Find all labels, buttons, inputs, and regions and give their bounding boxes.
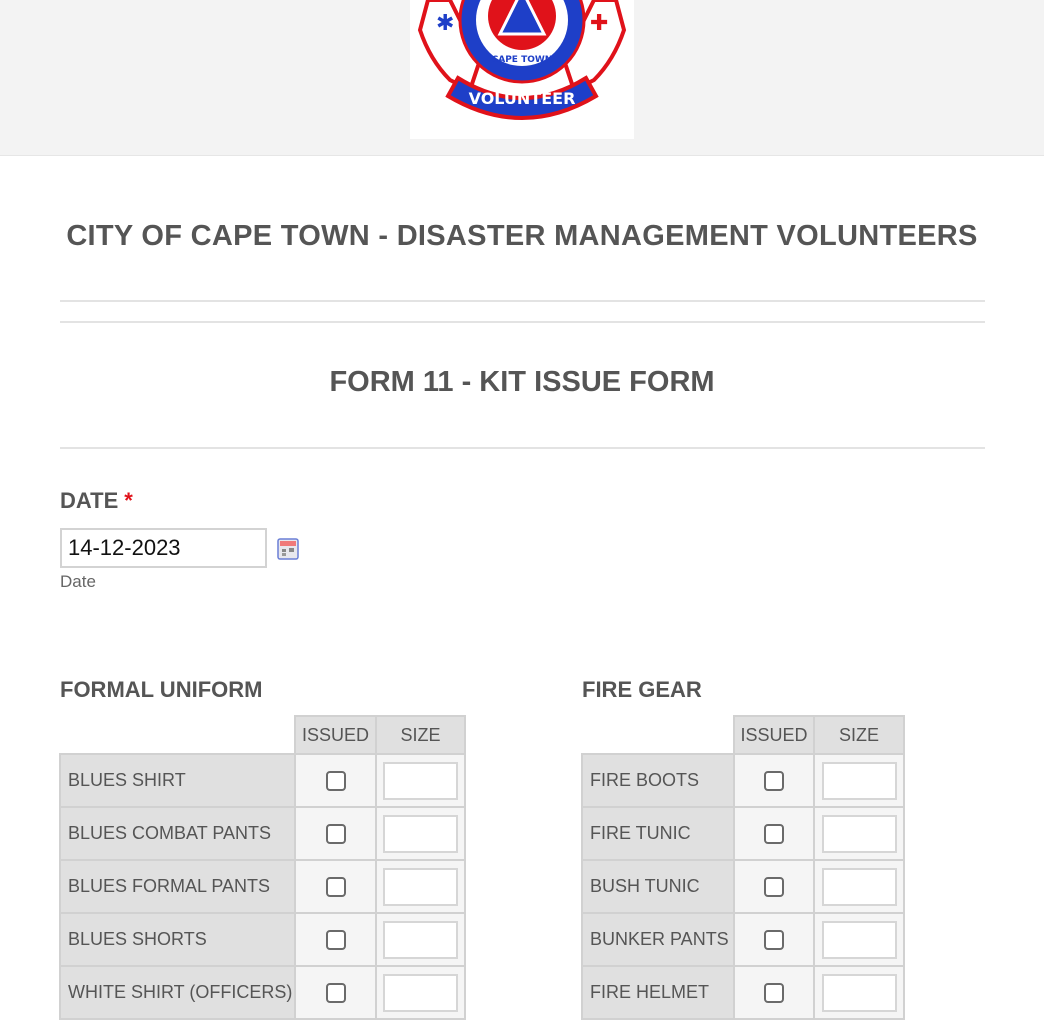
issued-checkbox[interactable] xyxy=(764,930,784,950)
row-label: BUSH TUNIC xyxy=(582,860,734,913)
table-row xyxy=(582,966,904,1019)
row-label: FIRE BOOTS xyxy=(582,754,734,807)
fire-gear-table xyxy=(581,715,905,1020)
size-input[interactable] xyxy=(822,921,897,959)
date-label-text: DATE xyxy=(60,488,119,513)
issued-checkbox[interactable] xyxy=(764,877,784,897)
column-header-size: SIZE xyxy=(814,716,904,754)
size-input[interactable] xyxy=(822,868,897,906)
svg-text:CAPE TOWN: CAPE TOWN xyxy=(491,55,553,65)
issued-checkbox[interactable] xyxy=(326,771,346,791)
calendar-icon[interactable] xyxy=(277,538,299,560)
row-label: FIRE TUNIC xyxy=(582,807,734,860)
row-label: BUNKER PANTS xyxy=(582,913,734,966)
size-input[interactable] xyxy=(383,974,458,1012)
svg-text:✚: ✚ xyxy=(590,11,609,36)
table-row xyxy=(582,807,904,860)
divider xyxy=(60,321,985,323)
column-header-size: SIZE xyxy=(376,716,465,754)
size-input[interactable] xyxy=(383,762,458,800)
issued-checkbox[interactable] xyxy=(326,983,346,1003)
svg-text:VOLUNTEER: VOLUNTEER xyxy=(468,89,576,108)
row-label: BLUES COMBAT PANTS xyxy=(60,807,295,860)
blank-header xyxy=(60,716,295,754)
row-label: BLUES SHIRT xyxy=(60,754,295,807)
blank-header xyxy=(582,716,734,754)
volunteer-badge-icon xyxy=(410,0,634,139)
size-input[interactable] xyxy=(822,815,897,853)
divider xyxy=(60,447,985,449)
date-input[interactable] xyxy=(60,528,267,568)
column-header-issued: ISSUED xyxy=(295,716,376,754)
section-title-formal-uniform: FORMAL UNIFORM xyxy=(60,677,263,702)
row-label: BLUES FORMAL PANTS xyxy=(60,860,295,913)
table-row xyxy=(60,966,465,1019)
issued-checkbox[interactable] xyxy=(326,877,346,897)
issued-checkbox[interactable] xyxy=(326,930,346,950)
row-label: WHITE SHIRT (OFFICERS) xyxy=(60,966,295,1019)
table-row xyxy=(60,913,465,966)
issued-checkbox[interactable] xyxy=(764,771,784,791)
form-main xyxy=(0,156,1044,1011)
table-row xyxy=(60,807,465,860)
required-marker: * xyxy=(124,488,133,513)
row-label: BLUES SHORTS xyxy=(60,913,295,966)
table-row xyxy=(582,754,904,807)
issued-checkbox[interactable] xyxy=(764,983,784,1003)
divider xyxy=(60,300,985,302)
formal-uniform-table xyxy=(59,715,466,1020)
form-title: FORM 11 - KIT ISSUE FORM xyxy=(329,366,715,398)
date-sublabel: Date xyxy=(60,572,96,591)
header-band xyxy=(0,0,1044,156)
issued-checkbox[interactable] xyxy=(764,824,784,844)
size-input[interactable] xyxy=(383,815,458,853)
row-label: FIRE HELMET xyxy=(582,966,734,1019)
size-input[interactable] xyxy=(383,868,458,906)
size-input[interactable] xyxy=(822,974,897,1012)
table-row xyxy=(60,754,465,807)
date-label xyxy=(60,488,133,514)
size-input[interactable] xyxy=(822,762,897,800)
section-title-fire-gear: FIRE GEAR xyxy=(582,677,702,702)
table-row xyxy=(582,860,904,913)
org-title: CITY OF CAPE TOWN - DISASTER MANAGEMENT VOLUNTEERS xyxy=(66,220,978,252)
size-input[interactable] xyxy=(383,921,458,959)
table-row xyxy=(60,860,465,913)
svg-text:✱: ✱ xyxy=(436,11,455,36)
logo xyxy=(410,0,634,139)
table-row xyxy=(582,913,904,966)
column-header-issued: ISSUED xyxy=(734,716,814,754)
issued-checkbox[interactable] xyxy=(326,824,346,844)
